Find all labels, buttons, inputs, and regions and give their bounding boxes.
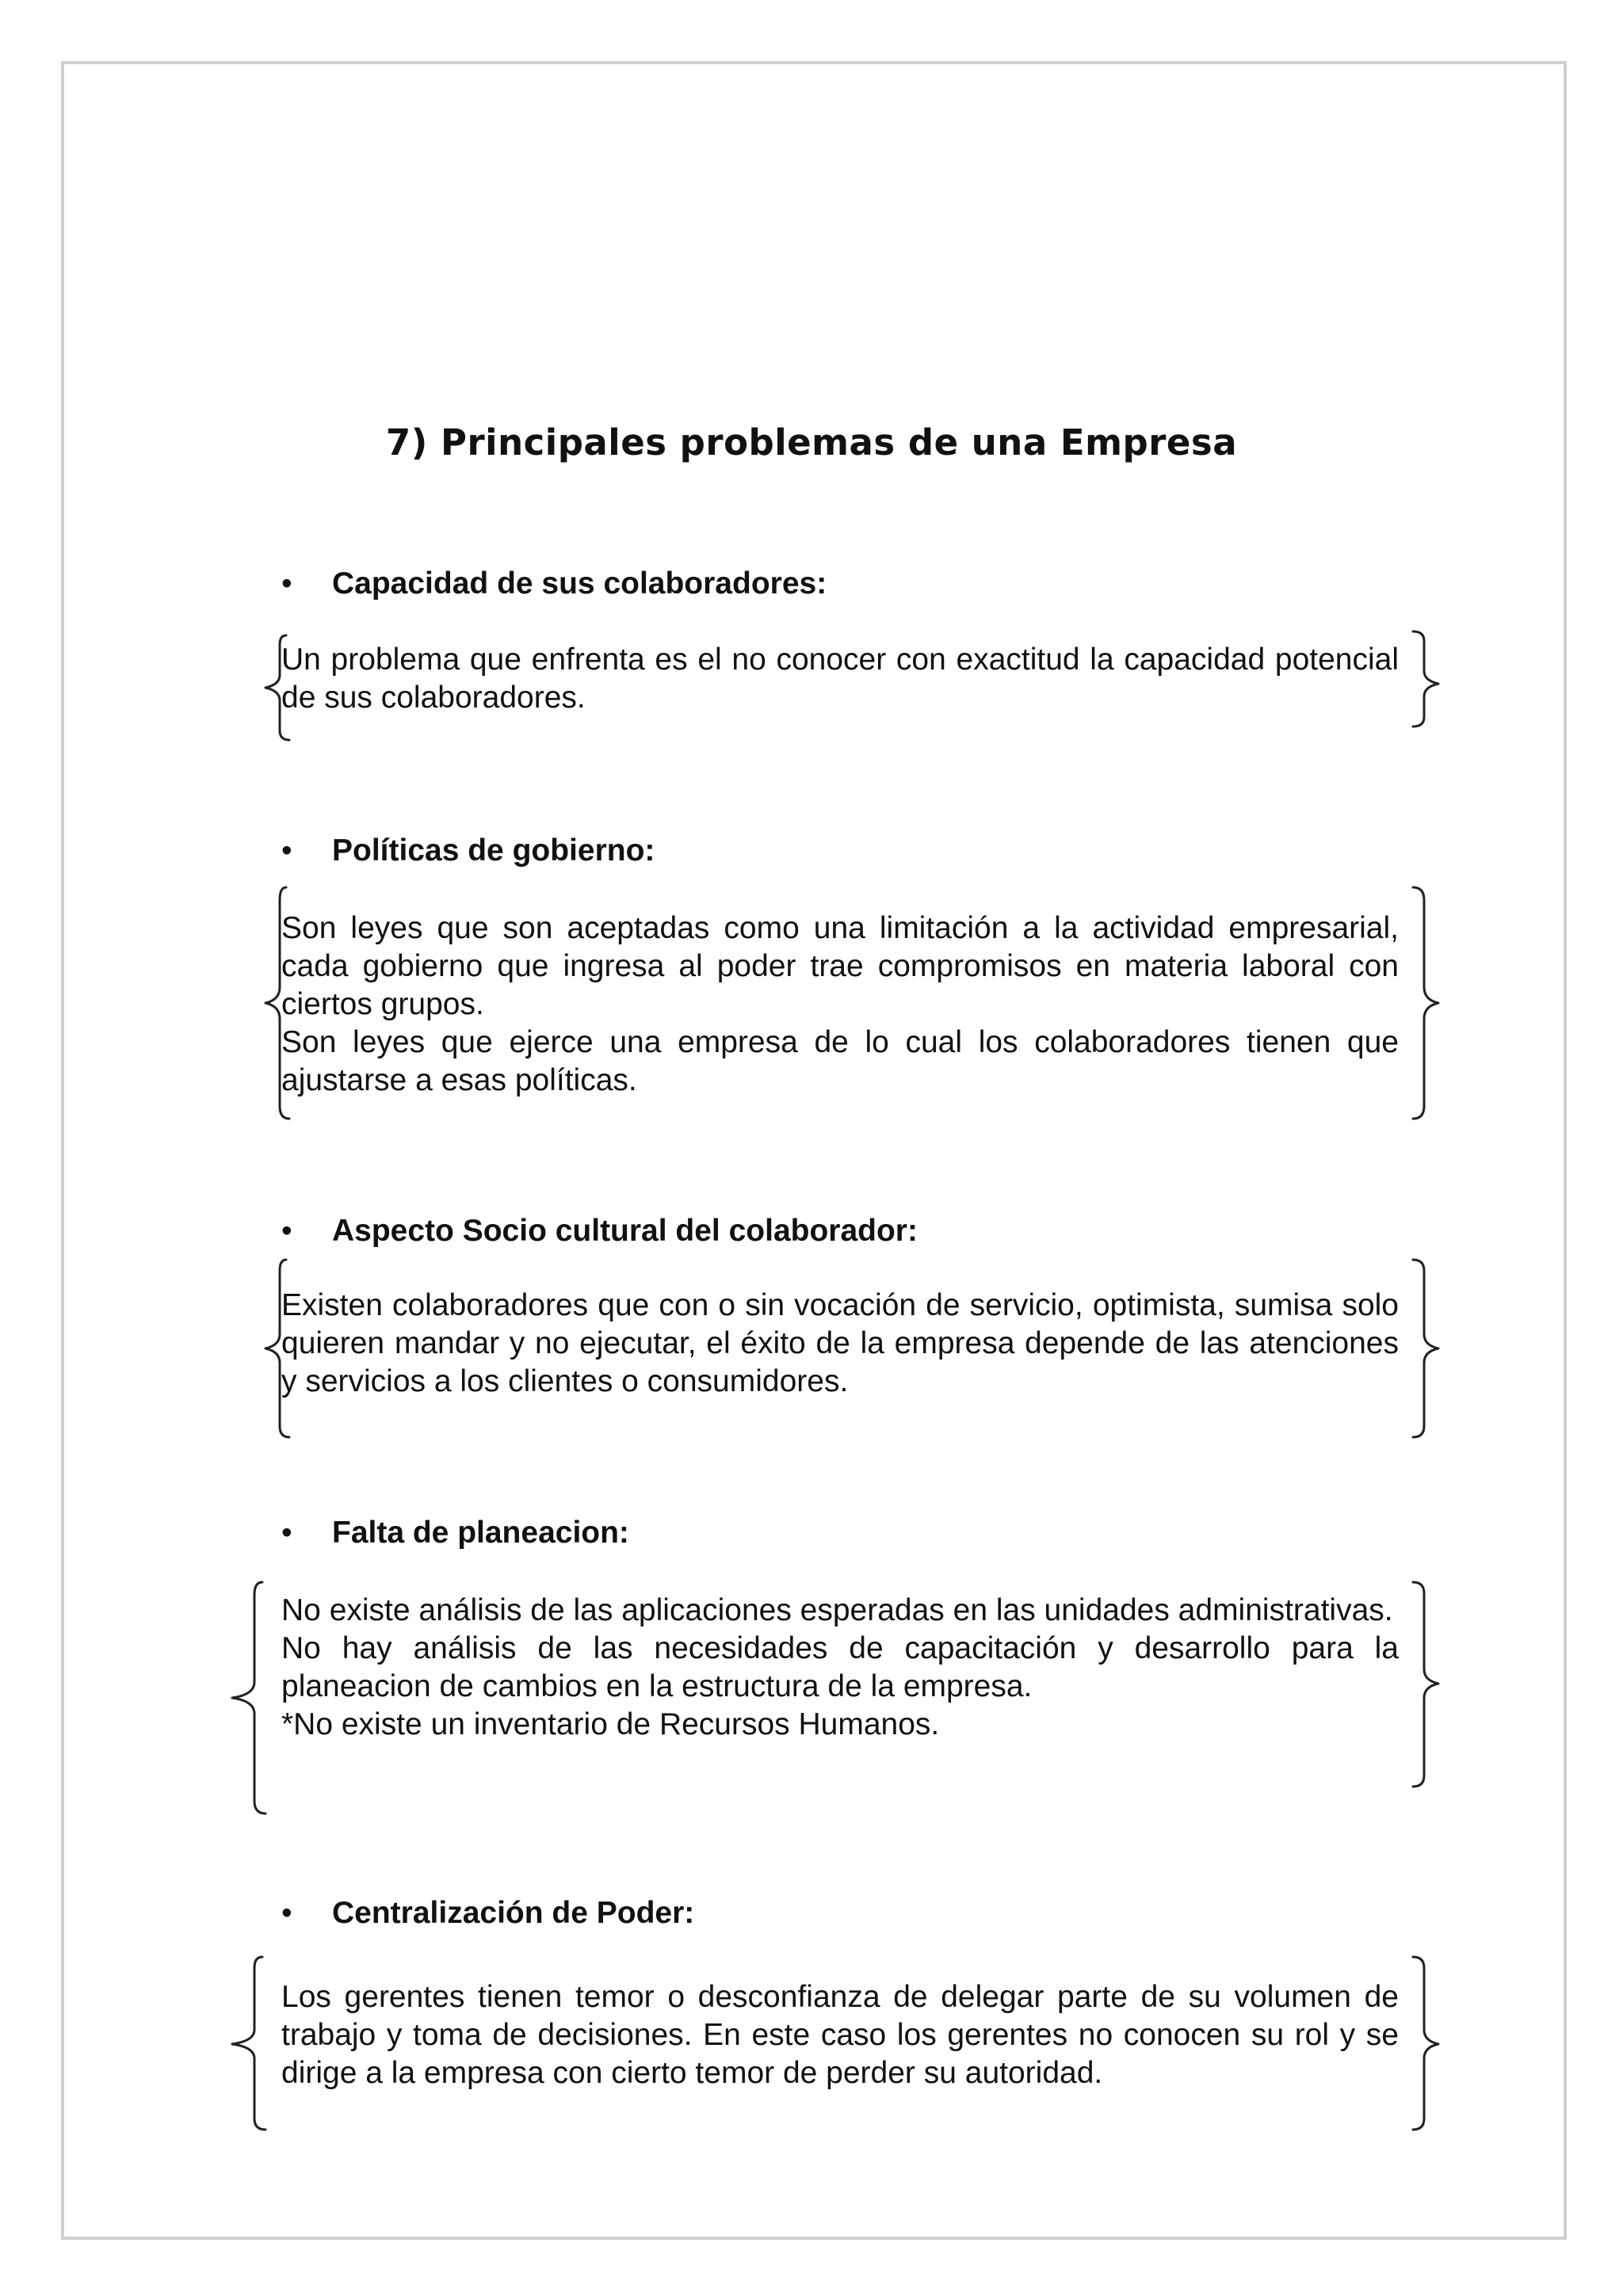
body-paragraph: Existen colaboradores que con o sin vocación de servicio, optimista, sumisa solo quieren mandar y no ejecutar, el éxito de la empresa depende de las atenciones y servicios a los clientes o consumidores. — [281, 1288, 1399, 1398]
bullet-icon: • — [281, 1214, 292, 1248]
section-heading-label: Capacidad de sus colaboradores: — [332, 566, 827, 601]
bullet-icon: • — [281, 833, 292, 868]
body-paragraph: No hay análisis de las necesidades de capacitación y desarrollo para la planeacion de cambios en la estructura de la empresa. — [281, 1631, 1399, 1703]
section-body — [281, 641, 1399, 717]
section-body — [281, 910, 1399, 1100]
right-brace-icon — [1407, 886, 1454, 1123]
section-body — [281, 1592, 1399, 1744]
right-brace-icon — [1407, 1258, 1454, 1440]
bullet-icon: • — [281, 1896, 292, 1930]
right-brace-icon — [1407, 1955, 1454, 2134]
section-heading — [281, 566, 827, 601]
section-heading-label: Aspecto Socio cultural del colaborador: — [332, 1214, 918, 1248]
section-heading — [281, 1214, 918, 1249]
section-heading — [281, 1516, 629, 1550]
body-paragraph: Son leyes que ejerce una empresa de lo cual los colaboradores tienen que ajustarse a esas políticas. — [281, 1025, 1399, 1097]
body-paragraph: No existe análisis de las aplicaciones esperadas en las unidades administrativas. — [281, 1593, 1393, 1627]
body-paragraph: Son leyes que son aceptadas como una limitación a la actividad empresarial, cada gobierno que ingresa al poder trae compromisos en materia laboral con ciertos grupos. — [281, 911, 1399, 1021]
bullet-icon: • — [281, 1516, 292, 1550]
section-body — [281, 1287, 1399, 1401]
body-paragraph: *No existe un inventario de Recursos Humanos. — [281, 1707, 940, 1741]
body-paragraph: Un problema que enfrenta es el no conocer con exactitud la capacidad potencial de sus colaboradores. — [281, 643, 1399, 715]
section-heading — [281, 833, 655, 868]
left-brace-icon — [226, 1955, 273, 2134]
section-heading-label: Centralización de Poder: — [332, 1896, 695, 1930]
section-heading-label: Políticas de gobierno: — [332, 833, 655, 868]
section-heading-label: Falta de planeacion: — [332, 1516, 629, 1550]
page-title: 7) Principales problemas de una Empresa — [385, 421, 1238, 463]
right-brace-icon — [1407, 1581, 1454, 1794]
section-body — [281, 1978, 1399, 2092]
section-heading — [281, 1896, 694, 1931]
left-brace-icon — [226, 1581, 273, 1818]
body-paragraph: Los gerentes tienen temor o desconfianza de delegar parte de su volumen de trabajo y toma de decisiones. En este caso los gerentes no conocen su rol y se dirige a la empresa con cierto temor de perder su autoridad. — [281, 1980, 1399, 2090]
bullet-icon: • — [281, 566, 292, 601]
right-brace-icon — [1407, 630, 1454, 741]
